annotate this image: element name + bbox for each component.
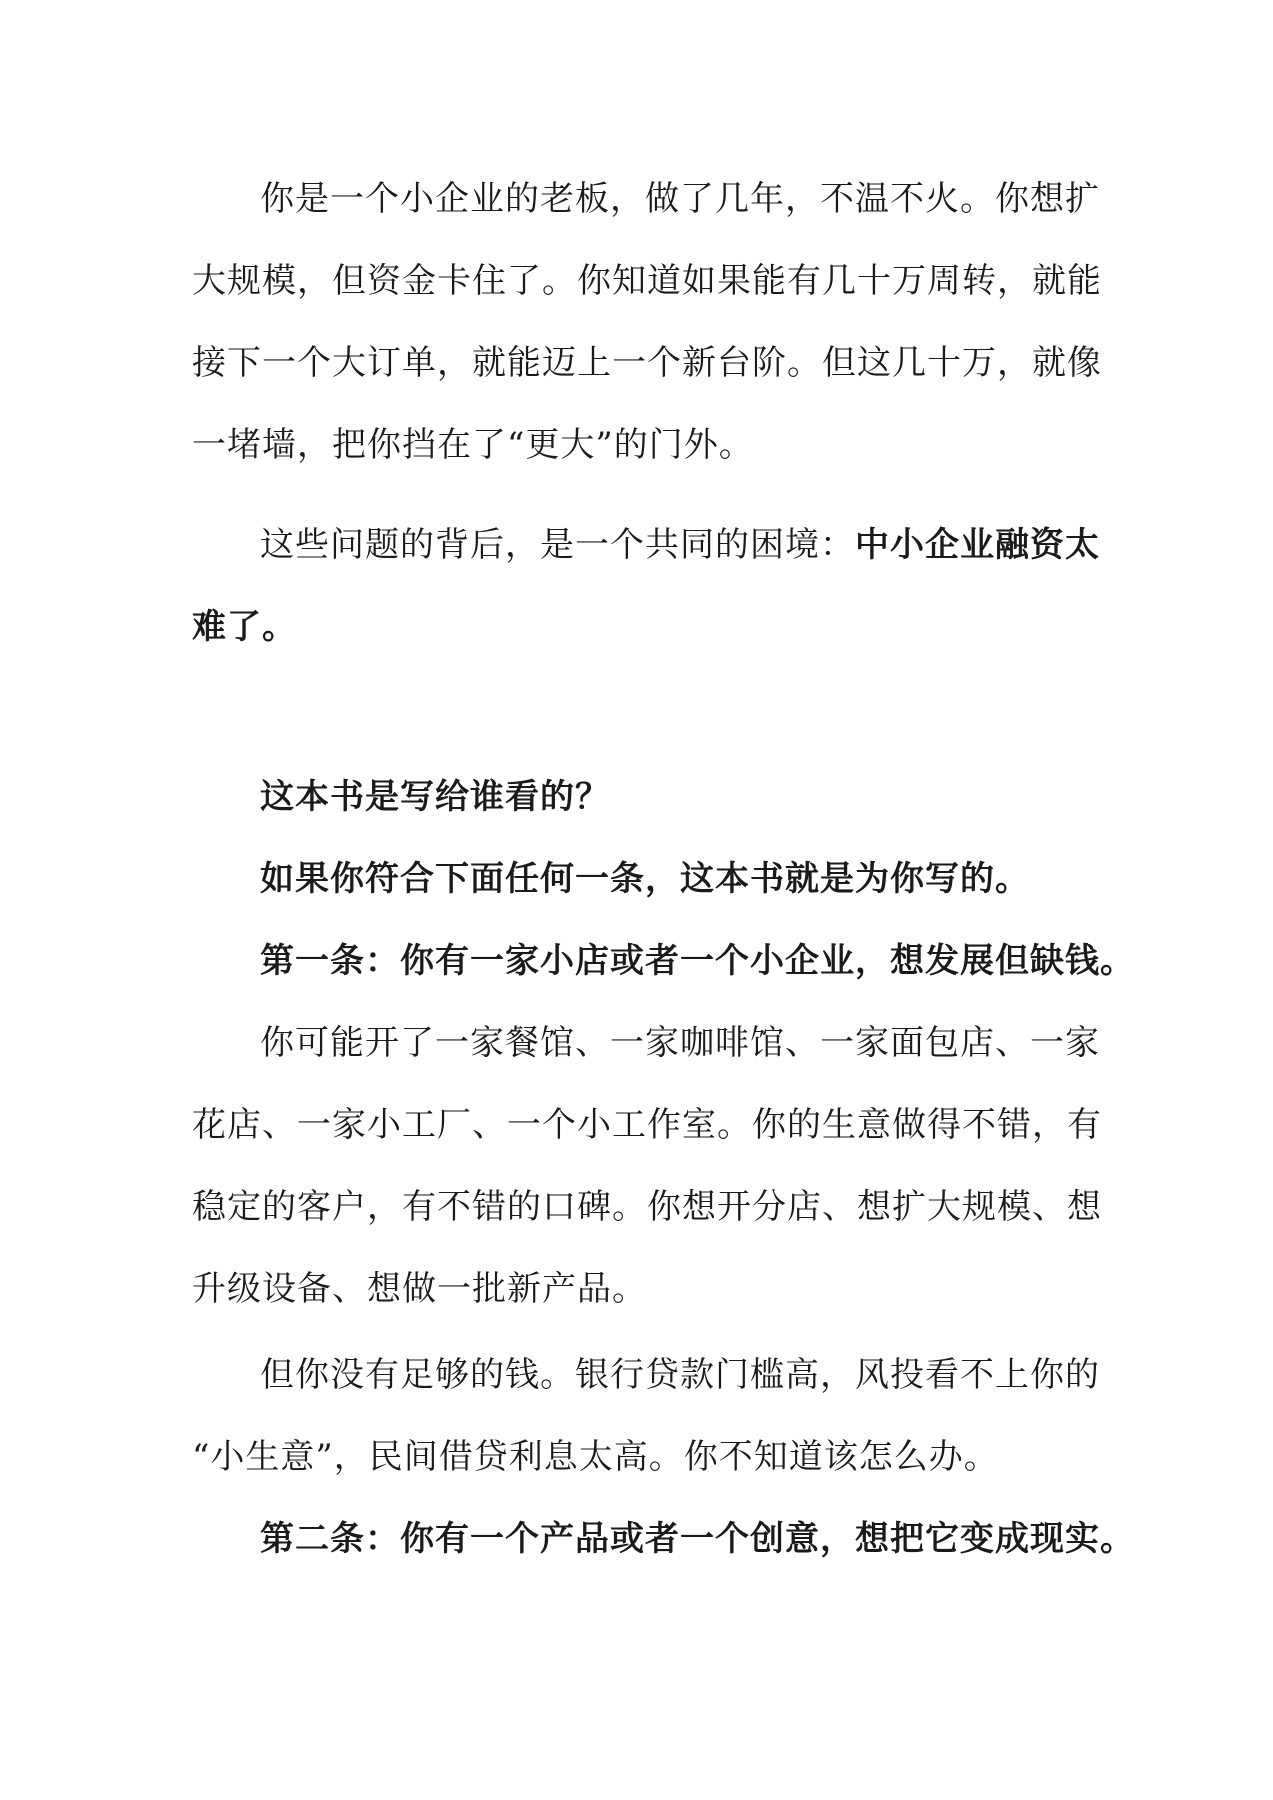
paragraph-3-line-3: 稳定的客户，有不错的口碑。你想开分店、想扩大规模、想	[192, 1187, 1102, 1227]
heading-condition-1: 第一条：你有一家小店或者一个小企业，想发展但缺钱。	[260, 941, 1135, 981]
paragraph-1-line-3: 接下一个大订单，就能迈上一个新台阶。但这几十万，就像	[192, 343, 1102, 383]
paragraph-3	[192, 1002, 1102, 1330]
condition-2	[192, 1498, 1135, 1580]
paragraph-4-line-2: “小生意”，民间借贷利息太高。你不知道该怎么办。	[192, 1437, 999, 1477]
paragraph-4	[192, 1334, 1100, 1498]
paragraph-1	[192, 158, 1102, 486]
heading-if-you-match: 如果你符合下面任何一条，这本书就是为你写的。	[260, 859, 1030, 899]
paragraph-4-line-1: 但你没有足够的钱。银行贷款门槛高，风投看不上你的	[260, 1355, 1100, 1395]
paragraph-2-bold-text: 中小企业融资太	[855, 525, 1100, 565]
paragraph-2-regular-text: 这些问题的背后，是一个共同的困境：	[260, 525, 855, 565]
paragraph-3-line-1: 你可能开了一家餐馆、一家咖啡馆、一家面包店、一家	[260, 1023, 1100, 1063]
paragraph-1-line-4: 一堵墙，把你挡在了“更大”的门外。	[192, 425, 754, 465]
paragraph-2-line-2: 难了。	[192, 607, 297, 647]
paragraph-1-line-1: 你是一个小企业的老板，做了几年，不温不火。你想扩	[260, 179, 1100, 219]
paragraph-3-line-4: 升级设备、想做一批新产品。	[192, 1269, 647, 1309]
paragraph-1-line-2: 大规模，但资金卡住了。你知道如果能有几十万周转，就能	[192, 261, 1102, 301]
condition-1	[192, 920, 1135, 1002]
section-heading	[192, 756, 1082, 838]
paragraph-2	[192, 504, 1100, 668]
heading-who-for: 这本书是写给谁看的？	[260, 777, 610, 817]
paragraph-2-line-1	[192, 504, 1100, 586]
paragraph-3-line-2: 花店、一家小工厂、一个小工作室。你的生意做得不错，有	[192, 1105, 1102, 1145]
heading-condition-2: 第二条：你有一个产品或者一个创意，想把它变成现实。	[260, 1519, 1135, 1559]
intro-statement	[192, 838, 1082, 920]
